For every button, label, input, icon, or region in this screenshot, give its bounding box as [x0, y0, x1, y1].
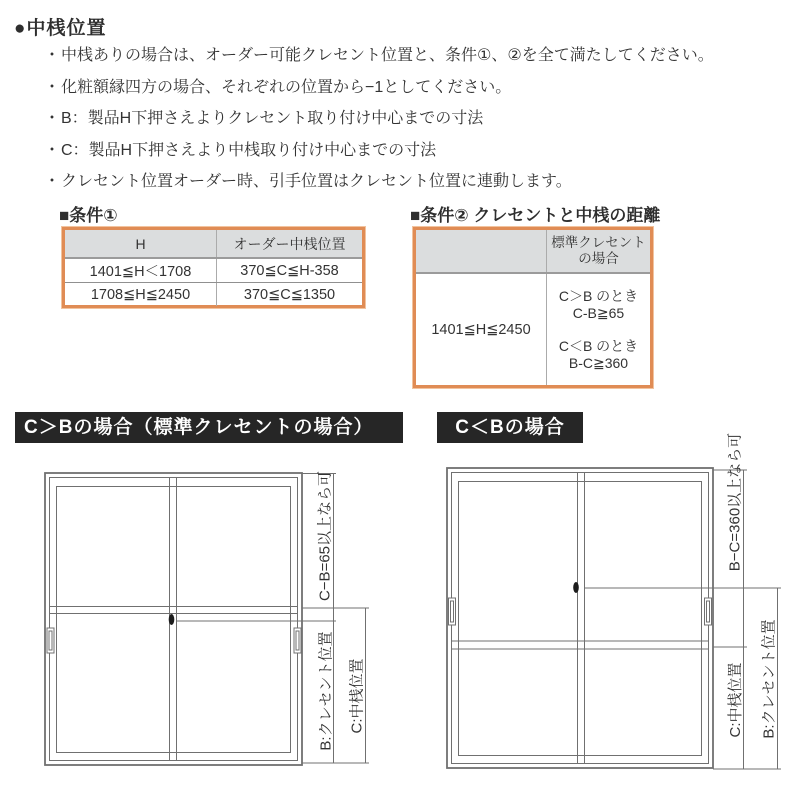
case-line: C＜B のとき: [558, 337, 639, 354]
case-line: C-B≧65: [572, 304, 625, 321]
list-item: [44, 141, 784, 160]
table-cell: 1401≦H≦2450: [431, 321, 531, 338]
table-cell: [546, 274, 650, 385]
table-row: [416, 274, 650, 385]
window-outer-frame: [447, 468, 713, 768]
list-item: [44, 78, 784, 97]
diagram-right-title-bar: C＜Bの場合: [437, 412, 583, 443]
dim-label-crescent: B:クレセント位置: [760, 619, 778, 739]
condition1-table: [62, 227, 365, 308]
dim-label-crescent: B:クレセント位置: [317, 631, 335, 751]
column-header-empty: [416, 230, 546, 272]
window-inner-frame: [452, 473, 709, 764]
list-item: [44, 109, 784, 128]
case-line: B-C≧360: [568, 354, 629, 371]
bullet-marker: ・: [44, 78, 61, 96]
crescent-lock-icon: [169, 614, 175, 625]
condition2-title: ■条件② クレセントと中桟の距離: [410, 206, 661, 225]
header-line: 標準クレセント: [551, 235, 646, 250]
crescent-lock-icon: [573, 582, 579, 593]
table-cell: 1401≦H＜1708: [89, 264, 192, 280]
table-row: [65, 259, 362, 283]
note-text: 中桟ありの場合は、オーダー可能クレセント位置と、条件①、②を全て満たしてください。: [61, 47, 714, 64]
sash-frame: [459, 482, 702, 756]
note-text: クレセント位置オーダー時、引手位置はクレセント位置に連動します。: [61, 173, 572, 190]
bullet-marker: ・: [44, 141, 61, 159]
pull-handle: [294, 628, 301, 653]
column-header: オーダー中桟位置: [216, 230, 362, 257]
table-header-row: [416, 230, 650, 274]
dim-label-gap: B−C=360以上なら可: [726, 432, 744, 572]
column-header: H: [65, 230, 216, 257]
notes-list: [44, 46, 784, 204]
table-header-row: [65, 230, 362, 259]
dim-label-gap: C−B=65以上なら可: [316, 470, 334, 602]
pull-handle: [449, 598, 456, 625]
header-line: の場合: [578, 251, 619, 266]
page-title: ●中桟位置: [14, 18, 107, 39]
note-text: 化粧額縁四方の場合、それぞれの位置から−1としてください。: [61, 78, 512, 96]
note-text: B：製品H下押さえよりクレセント取り付け中心までの寸法: [61, 110, 484, 127]
list-item: [44, 172, 784, 191]
table-cell: 1708≦H≦2450: [90, 286, 191, 303]
diagram-right: [447, 433, 781, 769]
pull-handle: [47, 628, 54, 653]
table-row: [65, 283, 362, 306]
note-text: C：製品H下押さえより中桟取り付け中心までの寸法: [61, 141, 437, 159]
table-cell: 370≦C≦1350: [216, 283, 362, 306]
dim-label-rail: C:中桟位置: [348, 658, 366, 734]
bullet-marker: ・: [44, 110, 61, 127]
condition1-title: ■条件①: [59, 206, 118, 225]
dim-label-rail: C:中桟位置: [727, 662, 744, 738]
diagram-left-title-bar: C＞Bの場合（標準クレセントの場合）: [15, 412, 403, 443]
case-line: C＞B のとき: [558, 287, 639, 304]
table-cell: 370≦C≦H-358: [216, 259, 362, 282]
condition2-table: [413, 227, 653, 388]
bullet-marker: ・: [44, 47, 61, 64]
case-conditions: [559, 288, 638, 372]
window-diagrams: [0, 400, 800, 800]
list-item: [44, 46, 784, 65]
bullet-marker: ・: [44, 173, 61, 190]
diagram-left: [45, 471, 369, 765]
pull-handle: [705, 598, 712, 625]
column-header: [546, 230, 650, 272]
